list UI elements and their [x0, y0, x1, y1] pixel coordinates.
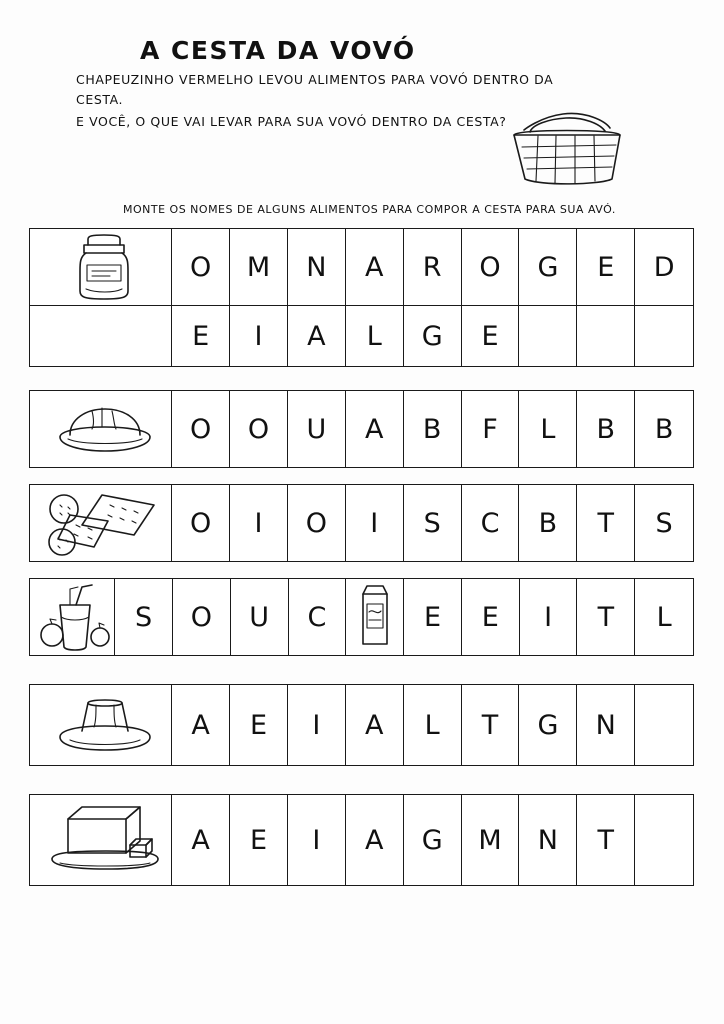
letter-cell[interactable]: L: [346, 306, 404, 366]
flan-plate-icon: [30, 685, 172, 765]
letter-cell[interactable]: I: [288, 795, 346, 885]
letter-cell[interactable]: M: [230, 229, 288, 305]
letter-cell[interactable]: A: [346, 795, 404, 885]
letter-cell[interactable]: E: [462, 579, 520, 655]
letter-cell[interactable]: C: [289, 579, 347, 655]
letter-cell[interactable]: G: [519, 229, 577, 305]
letter-cell[interactable]: [635, 795, 693, 885]
letter-cell[interactable]: N: [577, 685, 635, 765]
letter-cell[interactable]: A: [288, 306, 346, 366]
letter-cell[interactable]: O: [172, 229, 230, 305]
wicker-basket-icon: [500, 95, 640, 190]
biscuits-icon: [30, 485, 172, 561]
letter-cell[interactable]: O: [173, 579, 231, 655]
letter-cell[interactable]: E: [404, 579, 462, 655]
letter-cell[interactable]: A: [172, 795, 230, 885]
letter-cell[interactable]: D: [653, 251, 675, 283]
letter-cell[interactable]: [577, 306, 635, 366]
page-title: A CESTA DA VOVÓ: [140, 36, 416, 65]
table-row: [29, 484, 694, 562]
table-row: [29, 305, 694, 367]
letter-cell[interactable]: L: [404, 685, 462, 765]
letter-cell[interactable]: M: [462, 795, 520, 885]
table-row: [29, 578, 694, 656]
intro-text: [76, 70, 556, 132]
letter-cell[interactable]: N: [288, 229, 346, 305]
letter-cell[interactable]: A: [346, 391, 404, 467]
letter-cell[interactable]: U: [231, 579, 289, 655]
letter-cell[interactable]: E: [462, 306, 520, 366]
letter-cell[interactable]: O: [172, 485, 230, 561]
letter-cell[interactable]: S: [404, 485, 462, 561]
letter-cell[interactable]: E: [230, 685, 288, 765]
letter-cell[interactable]: E: [577, 229, 635, 305]
letter-cell[interactable]: [635, 306, 693, 366]
table-row: [29, 794, 694, 886]
jam-jar-icon: [30, 229, 172, 305]
table-row: [29, 228, 694, 306]
letter-cell[interactable]: L: [656, 601, 672, 633]
letter-cell[interactable]: I: [346, 485, 404, 561]
intro-line-2: E VOCÊ, O QUE VAI LEVAR PARA SUA VOVÓ DENTRO DA CESTA?: [76, 114, 507, 129]
table-row: [29, 390, 694, 468]
letter-cell[interactable]: R: [404, 229, 462, 305]
letter-cell[interactable]: I: [520, 579, 578, 655]
letter-cell[interactable]: F: [462, 391, 520, 467]
letter-cell[interactable]: O: [230, 391, 288, 467]
letter-cell[interactable]: B: [404, 391, 462, 467]
letter-cell[interactable]: U: [288, 391, 346, 467]
pudding-icon: [30, 391, 172, 467]
table-row: [29, 684, 694, 766]
butter-dish-icon: [30, 795, 172, 885]
letter-cell[interactable]: S: [115, 579, 173, 655]
letter-cell[interactable]: O: [462, 229, 520, 305]
letter-cell[interactable]: [519, 306, 577, 366]
letter-cell[interactable]: S: [655, 507, 673, 539]
empty-picture-cell: [30, 306, 172, 366]
letter-cell[interactable]: G: [519, 685, 577, 765]
letter-cell[interactable]: I: [230, 306, 288, 366]
letter-cell[interactable]: O: [172, 391, 230, 467]
letter-cell[interactable]: O: [288, 485, 346, 561]
instruction-text: MONTE OS NOMES DE ALGUNS ALIMENTOS PARA COMPOR A CESTA PARA SUA AVÓ.: [123, 203, 616, 216]
letter-cell[interactable]: [635, 685, 693, 765]
letter-cell[interactable]: A: [172, 685, 230, 765]
letter-cell[interactable]: E: [230, 795, 288, 885]
letter-cell[interactable]: E: [172, 306, 230, 366]
letter-cell[interactable]: L: [519, 391, 577, 467]
letter-cell[interactable]: C: [462, 485, 520, 561]
letter-cell[interactable]: N: [519, 795, 577, 885]
letter-cell[interactable]: G: [404, 795, 462, 885]
intro-line-1: CHAPEUZINHO VERMELHO LEVOU ALIMENTOS PARA VOVÓ DENTRO DA CESTA.: [76, 72, 554, 107]
letter-cell[interactable]: A: [346, 685, 404, 765]
letter-cell[interactable]: I: [230, 485, 288, 561]
letter-cell[interactable]: A: [346, 229, 404, 305]
letter-cell[interactable]: B: [519, 485, 577, 561]
letter-cell[interactable]: T: [462, 685, 520, 765]
juice-glass-icon: [30, 579, 115, 655]
letter-cell[interactable]: T: [577, 485, 635, 561]
letter-cell[interactable]: I: [288, 685, 346, 765]
letter-cell[interactable]: T: [577, 579, 635, 655]
letter-cell[interactable]: T: [577, 795, 635, 885]
letter-cell[interactable]: B: [654, 413, 674, 445]
letter-cell[interactable]: B: [577, 391, 635, 467]
letter-cell[interactable]: G: [404, 306, 462, 366]
milk-carton-icon: [346, 579, 404, 655]
